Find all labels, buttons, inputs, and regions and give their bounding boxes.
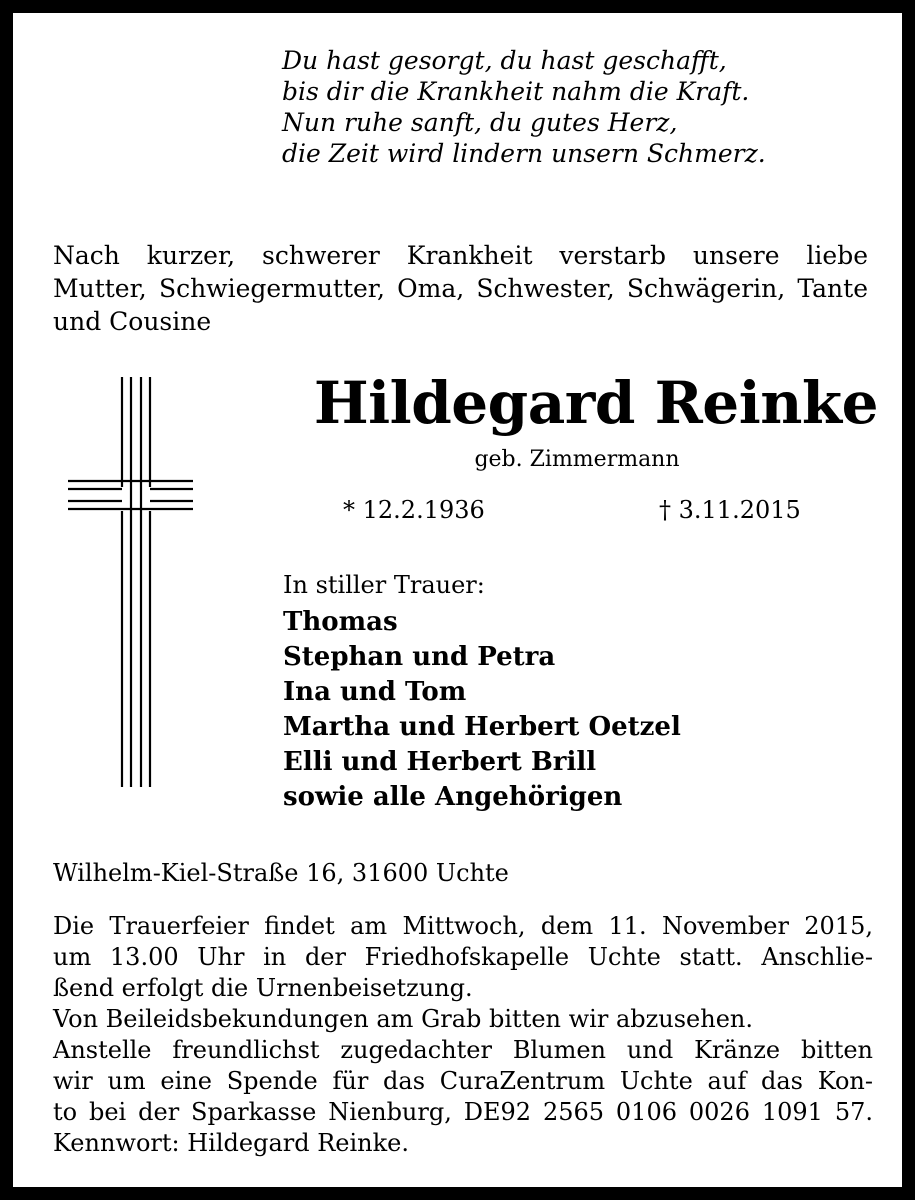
- death-date: † 3.11.2015: [659, 496, 801, 524]
- mourners-list: [283, 605, 681, 815]
- poem-line: die Zeit wird lindern unsern Schmerz.: [282, 139, 766, 168]
- mourner-name: Elli und Herbert Brill: [283, 747, 597, 777]
- details-line: Anstelle freundlichst zugedachter Blumen und Kränze bitten: [53, 1036, 873, 1064]
- mourners-label: In stiller Trauer:: [283, 571, 485, 599]
- memorial-poem: [282, 45, 766, 169]
- details-line: Die Trauerfeier findet am Mittwoch, dem 11. November 2015,: [53, 912, 873, 940]
- family-address: Wilhelm-Kiel-Straße 16, 31600 Uchte: [53, 859, 509, 887]
- poem-line: bis dir die Krankheit nahm die Kraft.: [282, 77, 750, 106]
- details-line: Kennwort: Hildegard Reinke.: [53, 1129, 409, 1157]
- poem-line: Du hast gesorgt, du hast geschafft,: [282, 46, 727, 75]
- birth-date: * 12.2.1936: [343, 496, 485, 524]
- maiden-name: geb. Zimmermann: [474, 447, 680, 472]
- intro-line: und Cousine: [53, 307, 212, 336]
- details-line: wir um eine Spende für das CuraZentrum Uchte auf das Kon-: [53, 1067, 873, 1095]
- mourner-name: sowie alle Angehörigen: [283, 782, 623, 812]
- poem-line: Nun ruhe sanft, du gutes Herz,: [282, 108, 678, 137]
- intro-line: Nach kurzer, schwerer Krankheit verstarb unsere liebe: [53, 241, 868, 270]
- mourner-name: Martha und Herbert Oetzel: [283, 712, 681, 742]
- intro-line: Mutter, Schwiegermutter, Oma, Schwester, Schwägerin, Tante: [53, 274, 868, 303]
- announcement-intro: [53, 239, 868, 338]
- mourner-name: Ina und Tom: [283, 677, 467, 707]
- deceased-name: Hildegard Reinke: [313, 369, 878, 437]
- details-line: ßend erfolgt die Urnenbeisetzung.: [53, 974, 473, 1002]
- funeral-details: [53, 911, 873, 1159]
- mourner-name: Stephan und Petra: [283, 642, 556, 672]
- details-line: um 13.00 Uhr in der Friedhofskapelle Uchte statt. Anschlie-: [53, 943, 873, 971]
- details-line: Von Beileidsbekundungen am Grab bitten wir abzusehen.: [53, 1005, 753, 1033]
- details-line: to bei der Sparkasse Nienburg, DE92 2565 0106 0026 1091 57.: [53, 1098, 873, 1126]
- mourner-name: Thomas: [283, 607, 398, 637]
- christian-cross-icon: [53, 365, 193, 791]
